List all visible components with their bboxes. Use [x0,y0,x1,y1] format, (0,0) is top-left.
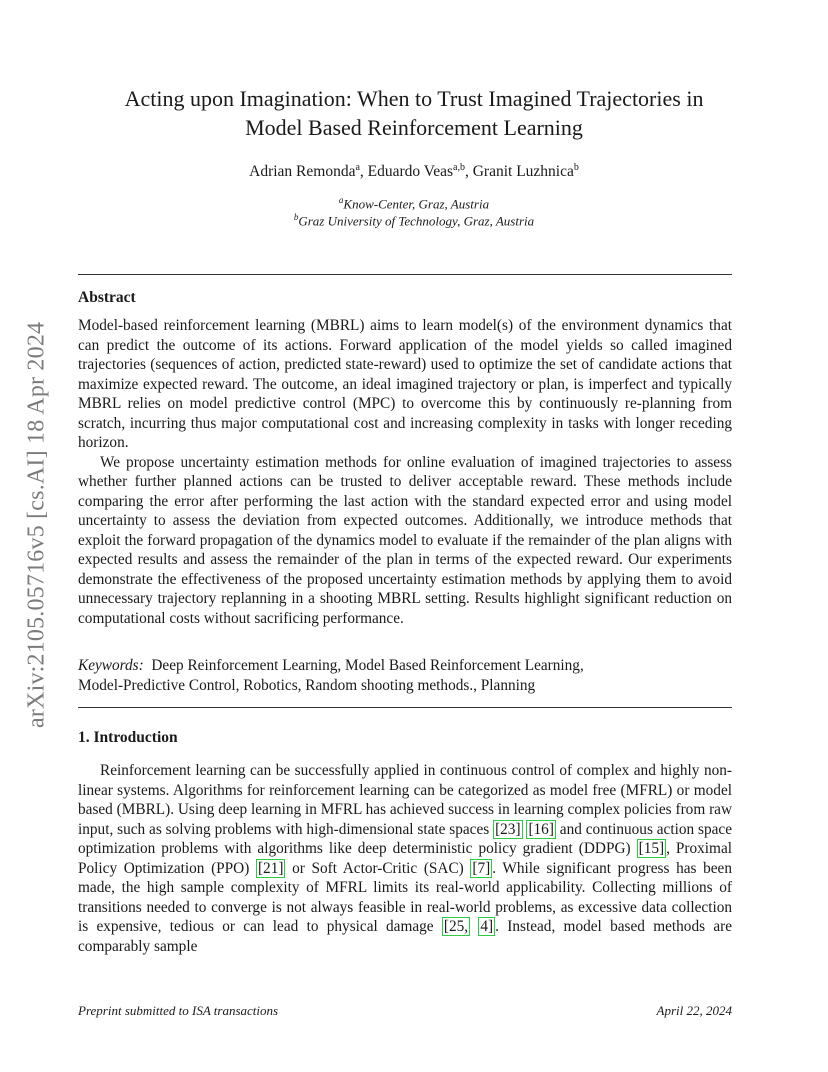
keywords-label: Keywords: [78,657,144,674]
intro-text: . Instead, model based methods are comparably sample [78,918,733,955]
intro-text: , Proximal Policy Optimization (PPO) [78,840,732,877]
title-line-1: Acting upon Imagination: When to Trust Imagined Trajectories in [124,86,704,111]
footer-preprint-note: Preprint submitted to ISA transactions [78,1003,279,1018]
citation-link[interactable]: [25, [443,918,469,935]
abstract-paragraph-1: Model-based reinforcement learning (MBRL) aims to learn model(s) of the environment dynamics that can predict the outcome of its actions. Forward application of the model yields so called imagined trajectories (sequences of action, predicted state-reward) used to optimize the set of candidate actions that maximize expected reward. The outcome, an ideal imagined trajectory or plan, is imperfect and typically MBRL relies on model predictive control (MPC) to overcome this by continuously re-planning from scratch, incurring thus major computational cost and increasing complexity in tasks with longer receding horizon. [78,317,732,451]
author-affil-mark: a [355,162,360,173]
footer-date: April 22, 2024 [656,1003,732,1018]
affiliation [0,195,828,212]
author: Adrian Remonda [249,163,356,181]
citation-link[interactable]: [15] [638,840,665,857]
abstract-body [78,316,732,628]
affiliation-text: Graz University of Technology, Graz, Austria [298,213,535,229]
affiliation-mark: a [338,195,344,205]
author-separator: , [464,163,473,181]
author-affil-mark: a,b [453,162,465,173]
arxiv-identifier: arXiv:2105.05716v5 [cs.AI] 18 Apr 2024 [23,321,50,729]
intro-text: or Soft Actor-Critic (SAC) [285,859,471,877]
citation-link[interactable]: [16] [528,820,554,838]
title-line-2: Model Based Reinforcement Learning [245,115,583,140]
citation-link[interactable]: 4] [480,918,494,935]
section-heading-introduction: 1. Introduction [78,729,178,746]
paper-title [60,84,768,142]
intro-text: . While significant progress has been made, the high sample complexity of MFRL limits its real-world applicability. Collecting millions of transitions needed to converge is not always feasible in real-world problems, as excessive data collection is expensive, tedious or can lead to physical damage [78,859,732,935]
author: Granit Luzhnica [472,163,574,181]
intro-text: Reinforcement learning can be successfully applied in continuous control of complex and highly non-linear systems. Algorithms for reinforcement learning can be categorized as model free (MFRL) or model based (MBRL). Using deep learning in MFRL has achieved success in learning complex policies from raw input, such as solving problems with high-dimensional state spaces [78,762,732,838]
author-separator: , [359,163,368,181]
abstract-heading: Abstract [78,289,136,306]
citation-link[interactable]: [23] [495,820,521,838]
introduction-body [78,761,732,956]
author: Eduardo Veas [367,163,454,181]
author-affil-mark: b [573,162,579,173]
affiliation-mark: b [293,212,299,222]
citation-link[interactable]: [21] [257,859,284,877]
keywords-line-2: Model-Predictive Control, Robotics, Random shooting methods., Planning [78,677,536,694]
author-list [0,162,828,181]
intro-text: and continuous action space optimization problems with algorithms like deep deterministic policy gradient (DDPG) [78,820,732,857]
affiliation-text: Know-Center, Graz, Austria [343,196,490,212]
citation-link[interactable]: [7] [472,859,491,877]
keywords-line-1: Deep Reinforcement Learning, Model Based Reinforcement Learning, [151,657,584,674]
top-rule [78,274,732,275]
bottom-rule [78,707,732,708]
introduction-paragraph [78,761,732,956]
keywords [78,656,732,696]
affiliation [0,212,828,229]
abstract-paragraph-2: We propose uncertainty estimation methods for online evaluation of imagined trajectories to assess whether further planned actions can be trusted to deliver acceptable reward. These methods include comparing the error after performing the last action with the standard expected error and using model uncertainty to assess the deviation from expected outcomes. Additionally, we introduce methods that exploit the forward propagation of the dynamics model to evaluate if the remainder of the plan aligns with expected results and assess the remainder of the plan in terms of the expected reward. Our experiments demonstrate the effectiveness of the proposed uncertainty estimation methods by applying them to avoid unnecessary trajectory replanning in a shooting MBRL setting. Results highlight significant reduction on computational costs without sacrificing performance. [78,453,732,627]
